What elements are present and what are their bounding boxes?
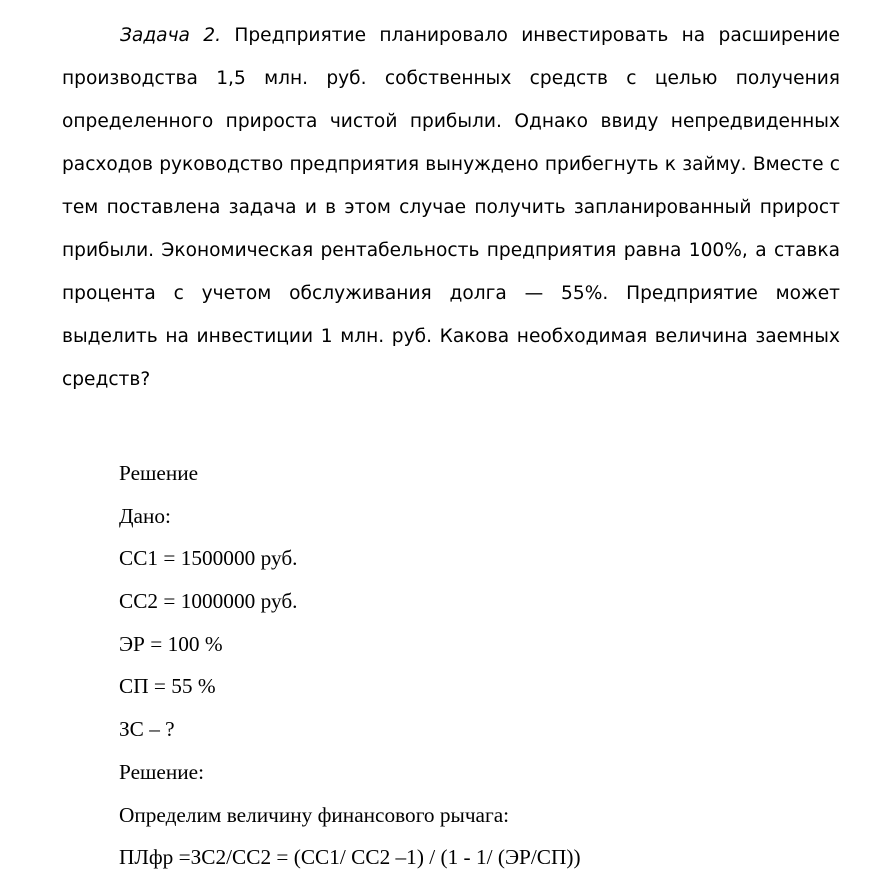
- solution-heading: Решение: [119, 461, 199, 485]
- problem-line: выделить на инвестиции 1 млн. руб. Какова необходимая величина заемных: [62, 326, 840, 347]
- given-er: ЭР = 100 %: [119, 631, 223, 656]
- problem-line: производства 1,5 млн. руб. собственных средств с целью получения: [62, 68, 840, 89]
- unknown-zs: ЗС – ?: [119, 717, 175, 742]
- problem-line: тем поставлена задача и в этом случае получить запланированный прирост: [62, 197, 840, 218]
- problem-line: средств?: [62, 369, 151, 390]
- problem-statement: [62, 14, 840, 401]
- given-cc2: СС2 = 1000000 руб.: [119, 589, 298, 614]
- problem-line: прибыли. Экономическая рентабельность предприятия равна 100%, а ставка: [62, 240, 840, 261]
- solution-subheading: Решение:: [119, 759, 205, 784]
- given-heading: Дано:: [119, 503, 171, 528]
- problem-line: процента с учетом обслуживания долга — 55%. Предприятие может: [62, 283, 840, 304]
- task-label: Задача 2.: [120, 25, 222, 46]
- step-description: Определим величину финансового рычага:: [119, 802, 510, 827]
- problem-line: [62, 14, 840, 57]
- given-sp: СП = 55 %: [119, 674, 216, 699]
- problem-line: расходов руководство предприятия вынуждено прибегнуть к займу. Вместе с: [62, 154, 840, 175]
- solution-block: [119, 452, 581, 879]
- given-cc1: СС1 = 1500000 руб.: [119, 546, 298, 571]
- problem-line-text: Предприятие планировало инвестировать на расширение: [221, 25, 840, 46]
- leverage-formula: ПЛфр =ЗС2/СС2 = (СС1/ СС2 –1) / (1 - 1/ (ЭР/СП)): [119, 845, 581, 870]
- problem-line: определенного прироста чистой прибыли. Однако ввиду непредвиденных: [62, 111, 840, 132]
